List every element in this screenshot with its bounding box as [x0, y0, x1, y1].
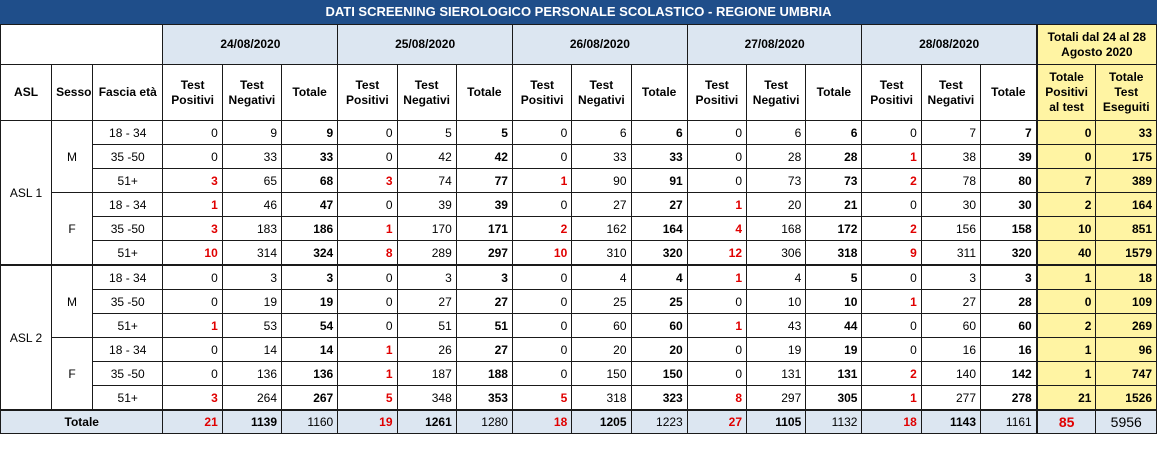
totale: 6 — [806, 121, 862, 145]
totale-eseguiti: 851 — [1096, 217, 1157, 241]
grand-totale-eseguiti: 5956 — [1096, 410, 1157, 434]
test-positivi: 3 — [338, 169, 397, 193]
test-negativi: 19 — [222, 290, 281, 314]
test-positivi: 8 — [687, 386, 746, 411]
totale: 3 — [282, 265, 338, 290]
totale: 297 — [456, 241, 512, 266]
test-negativi: 6 — [572, 121, 631, 145]
header-blank — [1, 25, 163, 65]
sesso-label: F — [52, 193, 93, 266]
table-row — [1, 338, 1157, 362]
totale: 171 — [456, 217, 512, 241]
totale: 353 — [456, 386, 512, 411]
date-header: 28/08/2020 — [862, 25, 1037, 65]
test-negativi: 140 — [921, 362, 980, 386]
test-positivi: 1 — [163, 193, 222, 217]
totale-test-positivi: 27 — [687, 410, 746, 434]
totale: 21 — [806, 193, 862, 217]
test-negativi: 25 — [572, 290, 631, 314]
test-negativi: 74 — [397, 169, 456, 193]
col-test-positivi: Test Positivi — [687, 65, 746, 121]
test-positivi: 1 — [163, 314, 222, 338]
test-positivi: 3 — [163, 386, 222, 411]
fascia-eta: 35 -50 — [92, 362, 163, 386]
test-positivi: 0 — [512, 290, 571, 314]
fascia-eta: 18 - 34 — [92, 265, 163, 290]
test-negativi: 90 — [572, 169, 631, 193]
test-negativi: 39 — [397, 193, 456, 217]
test-positivi: 1 — [338, 338, 397, 362]
test-negativi: 7 — [921, 121, 980, 145]
totale-positivi: 2 — [1037, 193, 1096, 217]
totale: 68 — [282, 169, 338, 193]
totale: 3 — [981, 265, 1037, 290]
test-positivi: 0 — [512, 193, 571, 217]
totale-label: Totale — [1, 410, 163, 434]
totals-period-header: Totali dal 24 al 28 Agosto 2020 — [1037, 25, 1157, 65]
test-negativi: 162 — [572, 217, 631, 241]
table-row — [1, 193, 1157, 217]
test-negativi: 60 — [572, 314, 631, 338]
test-positivi: 0 — [862, 265, 921, 290]
test-negativi: 14 — [222, 338, 281, 362]
test-positivi: 0 — [687, 290, 746, 314]
totale-positivi: 10 — [1037, 217, 1096, 241]
col-totale: Totale — [981, 65, 1037, 121]
test-negativi: 5 — [397, 121, 456, 145]
fascia-eta: 18 - 34 — [92, 338, 163, 362]
test-positivi: 9 — [862, 241, 921, 266]
totale: 136 — [282, 362, 338, 386]
test-negativi: 9 — [222, 121, 281, 145]
asl-label: ASL 2 — [1, 265, 52, 410]
col-test-positivi: Test Positivi — [338, 65, 397, 121]
date-header: 24/08/2020 — [163, 25, 338, 65]
date-header: 27/08/2020 — [687, 25, 862, 65]
totale-test-positivi: 21 — [163, 410, 222, 434]
totale-eseguiti: 164 — [1096, 193, 1157, 217]
table-row — [1, 314, 1157, 338]
test-negativi: 318 — [572, 386, 631, 411]
test-positivi: 0 — [687, 145, 746, 169]
totale: 42 — [456, 145, 512, 169]
test-negativi: 264 — [222, 386, 281, 411]
test-negativi: 19 — [747, 338, 806, 362]
test-negativi: 33 — [572, 145, 631, 169]
table-row — [1, 386, 1157, 411]
test-negativi: 20 — [572, 338, 631, 362]
fascia-eta: 51+ — [92, 169, 163, 193]
fascia-eta: 35 -50 — [92, 145, 163, 169]
totale: 19 — [806, 338, 862, 362]
totale-totale: 1161 — [981, 410, 1037, 434]
test-positivi: 0 — [163, 121, 222, 145]
table-row — [1, 241, 1157, 266]
grand-totale-positivi: 85 — [1037, 410, 1096, 434]
test-positivi: 1 — [687, 265, 746, 290]
totale-totale: 1280 — [456, 410, 512, 434]
test-negativi: 187 — [397, 362, 456, 386]
test-negativi: 310 — [572, 241, 631, 266]
col-test-positivi: Test Positivi — [163, 65, 222, 121]
test-negativi: 170 — [397, 217, 456, 241]
totale-eseguiti: 175 — [1096, 145, 1157, 169]
totale: 60 — [631, 314, 687, 338]
totale: 39 — [981, 145, 1037, 169]
col-test-negativi: Test Negativi — [921, 65, 980, 121]
col-totale: Totale — [631, 65, 687, 121]
totale: 20 — [631, 338, 687, 362]
test-positivi: 1 — [338, 217, 397, 241]
test-negativi: 46 — [222, 193, 281, 217]
test-positivi: 1 — [862, 386, 921, 411]
totale-eseguiti: 1579 — [1096, 241, 1157, 266]
fascia-eta: 51+ — [92, 314, 163, 338]
totale: 131 — [806, 362, 862, 386]
col-asl: ASL — [1, 65, 52, 121]
col-test-negativi: Test Negativi — [572, 65, 631, 121]
test-negativi: 10 — [747, 290, 806, 314]
test-negativi: 43 — [747, 314, 806, 338]
test-negativi: 168 — [747, 217, 806, 241]
test-negativi: 42 — [397, 145, 456, 169]
header-row-columns — [1, 65, 1157, 121]
totale: 27 — [631, 193, 687, 217]
sesso-label: M — [52, 265, 93, 338]
test-positivi: 0 — [338, 265, 397, 290]
totale: 51 — [456, 314, 512, 338]
totale: 320 — [981, 241, 1037, 266]
test-positivi: 0 — [163, 265, 222, 290]
totale: 142 — [981, 362, 1037, 386]
test-negativi: 27 — [572, 193, 631, 217]
totale-eseguiti: 18 — [1096, 265, 1157, 290]
test-negativi: 297 — [747, 386, 806, 411]
table-row — [1, 169, 1157, 193]
test-negativi: 20 — [747, 193, 806, 217]
test-positivi: 0 — [338, 145, 397, 169]
test-negativi: 53 — [222, 314, 281, 338]
totale: 164 — [631, 217, 687, 241]
col-test-negativi: Test Negativi — [747, 65, 806, 121]
header-row-dates — [1, 25, 1157, 65]
test-positivi: 5 — [338, 386, 397, 411]
test-positivi: 0 — [338, 121, 397, 145]
totale: 318 — [806, 241, 862, 266]
test-positivi: 0 — [512, 362, 571, 386]
test-negativi: 78 — [921, 169, 980, 193]
totale: 77 — [456, 169, 512, 193]
test-positivi: 0 — [512, 314, 571, 338]
sesso-label: M — [52, 121, 93, 193]
test-negativi: 3 — [397, 265, 456, 290]
totale: 3 — [456, 265, 512, 290]
totale-test-positivi: 18 — [512, 410, 571, 434]
test-positivi: 12 — [687, 241, 746, 266]
table-row — [1, 217, 1157, 241]
totale-positivi: 1 — [1037, 265, 1096, 290]
totale: 30 — [981, 193, 1037, 217]
test-positivi: 3 — [163, 169, 222, 193]
test-positivi: 2 — [862, 169, 921, 193]
totale: 28 — [981, 290, 1037, 314]
totale-totale: 1132 — [806, 410, 862, 434]
totale: 278 — [981, 386, 1037, 411]
test-positivi: 0 — [687, 169, 746, 193]
date-header: 26/08/2020 — [512, 25, 687, 65]
test-negativi: 289 — [397, 241, 456, 266]
totale: 267 — [282, 386, 338, 411]
test-positivi: 1 — [687, 314, 746, 338]
test-positivi: 0 — [862, 314, 921, 338]
totale: 5 — [456, 121, 512, 145]
test-negativi: 30 — [921, 193, 980, 217]
totale-eseguiti: 389 — [1096, 169, 1157, 193]
totale-test-negativi: 1261 — [397, 410, 456, 434]
table-row — [1, 290, 1157, 314]
totale-test-negativi: 1143 — [921, 410, 980, 434]
test-negativi: 131 — [747, 362, 806, 386]
test-negativi: 73 — [747, 169, 806, 193]
totale: 28 — [806, 145, 862, 169]
test-positivi: 1 — [512, 169, 571, 193]
col-test-negativi: Test Negativi — [222, 65, 281, 121]
totale: 6 — [631, 121, 687, 145]
fascia-eta: 18 - 34 — [92, 193, 163, 217]
test-positivi: 1 — [687, 193, 746, 217]
totale-positivi: 7 — [1037, 169, 1096, 193]
test-positivi: 0 — [338, 290, 397, 314]
totale: 186 — [282, 217, 338, 241]
totale-eseguiti: 1526 — [1096, 386, 1157, 411]
test-positivi: 0 — [862, 193, 921, 217]
table-row — [1, 362, 1157, 386]
col-totale: Totale — [806, 65, 862, 121]
totale: 7 — [981, 121, 1037, 145]
test-negativi: 277 — [921, 386, 980, 411]
totale-eseguiti: 269 — [1096, 314, 1157, 338]
fascia-eta: 35 -50 — [92, 290, 163, 314]
test-positivi: 0 — [687, 338, 746, 362]
test-negativi: 60 — [921, 314, 980, 338]
test-negativi: 3 — [222, 265, 281, 290]
totale-test-positivi: 18 — [862, 410, 921, 434]
col-test-positivi: Test Positivi — [512, 65, 571, 121]
col-test-negativi: Test Negativi — [397, 65, 456, 121]
totale: 172 — [806, 217, 862, 241]
totale: 305 — [806, 386, 862, 411]
test-negativi: 51 — [397, 314, 456, 338]
totale-row — [1, 410, 1157, 434]
totale: 73 — [806, 169, 862, 193]
fascia-eta: 51+ — [92, 241, 163, 266]
test-positivi: 1 — [862, 290, 921, 314]
totale-totale: 1223 — [631, 410, 687, 434]
fascia-eta: 35 -50 — [92, 217, 163, 241]
test-negativi: 314 — [222, 241, 281, 266]
test-negativi: 156 — [921, 217, 980, 241]
test-positivi: 0 — [163, 338, 222, 362]
test-negativi: 4 — [747, 265, 806, 290]
test-positivi: 0 — [862, 121, 921, 145]
totale-positivi: 1 — [1037, 338, 1096, 362]
col-totale: Totale — [282, 65, 338, 121]
totale: 4 — [631, 265, 687, 290]
totale-test-negativi: 1139 — [222, 410, 281, 434]
test-positivi: 1 — [338, 362, 397, 386]
totale-test-negativi: 1205 — [572, 410, 631, 434]
totale: 47 — [282, 193, 338, 217]
totale: 80 — [981, 169, 1037, 193]
col-totale-positivi: Totale Positivi al test — [1037, 65, 1096, 121]
test-positivi: 5 — [512, 386, 571, 411]
totale-positivi: 0 — [1037, 290, 1096, 314]
test-positivi: 2 — [862, 217, 921, 241]
totale-positivi: 40 — [1037, 241, 1096, 266]
totale-totale: 1160 — [282, 410, 338, 434]
col-test-positivi: Test Positivi — [862, 65, 921, 121]
test-positivi: 0 — [163, 290, 222, 314]
test-positivi: 3 — [163, 217, 222, 241]
test-positivi: 4 — [687, 217, 746, 241]
sesso-label: F — [52, 338, 93, 411]
table-row — [1, 121, 1157, 145]
totale: 16 — [981, 338, 1037, 362]
test-negativi: 38 — [921, 145, 980, 169]
test-negativi: 16 — [921, 338, 980, 362]
test-negativi: 27 — [921, 290, 980, 314]
totale: 33 — [631, 145, 687, 169]
totale: 324 — [282, 241, 338, 266]
totale: 188 — [456, 362, 512, 386]
col-sesso: Sesso — [52, 65, 93, 121]
test-negativi: 150 — [572, 362, 631, 386]
test-negativi: 4 — [572, 265, 631, 290]
totale: 9 — [282, 121, 338, 145]
test-negativi: 311 — [921, 241, 980, 266]
screening-table — [0, 24, 1157, 434]
totale: 19 — [282, 290, 338, 314]
test-positivi: 0 — [338, 314, 397, 338]
totale: 323 — [631, 386, 687, 411]
col-fascia-eta: Fascia età — [92, 65, 163, 121]
date-header: 25/08/2020 — [338, 25, 513, 65]
test-negativi: 65 — [222, 169, 281, 193]
test-positivi: 10 — [512, 241, 571, 266]
totale: 158 — [981, 217, 1037, 241]
totale: 54 — [282, 314, 338, 338]
test-positivi: 10 — [163, 241, 222, 266]
col-totale: Totale — [456, 65, 512, 121]
totale-eseguiti: 747 — [1096, 362, 1157, 386]
asl-label: ASL 1 — [1, 121, 52, 266]
totale-eseguiti: 33 — [1096, 121, 1157, 145]
totale: 10 — [806, 290, 862, 314]
totale: 25 — [631, 290, 687, 314]
totale-positivi: 1 — [1037, 362, 1096, 386]
report-title: DATI SCREENING SIEROLOGICO PERSONALE SCOLASTICO - REGIONE UMBRIA — [0, 0, 1157, 24]
totale: 14 — [282, 338, 338, 362]
col-totale-eseguiti: Totale Test Eseguiti — [1096, 65, 1157, 121]
fascia-eta: 51+ — [92, 386, 163, 411]
totale: 27 — [456, 338, 512, 362]
totale: 320 — [631, 241, 687, 266]
test-negativi: 136 — [222, 362, 281, 386]
test-negativi: 306 — [747, 241, 806, 266]
totale: 91 — [631, 169, 687, 193]
totale-positivi: 0 — [1037, 145, 1096, 169]
test-negativi: 348 — [397, 386, 456, 411]
test-positivi: 0 — [512, 145, 571, 169]
test-negativi: 28 — [747, 145, 806, 169]
totale: 27 — [456, 290, 512, 314]
test-negativi: 33 — [222, 145, 281, 169]
test-positivi: 2 — [862, 362, 921, 386]
totale-positivi: 0 — [1037, 121, 1096, 145]
totale: 44 — [806, 314, 862, 338]
totale-eseguiti: 109 — [1096, 290, 1157, 314]
test-positivi: 0 — [163, 362, 222, 386]
test-positivi: 0 — [687, 362, 746, 386]
totale-test-positivi: 19 — [338, 410, 397, 434]
totale: 5 — [806, 265, 862, 290]
test-negativi: 26 — [397, 338, 456, 362]
totale-positivi: 2 — [1037, 314, 1096, 338]
totale-test-negativi: 1105 — [747, 410, 806, 434]
test-positivi: 8 — [338, 241, 397, 266]
fascia-eta: 18 - 34 — [92, 121, 163, 145]
totale-positivi: 21 — [1037, 386, 1096, 411]
test-negativi: 27 — [397, 290, 456, 314]
test-positivi: 0 — [338, 193, 397, 217]
test-positivi: 0 — [687, 121, 746, 145]
table-row — [1, 145, 1157, 169]
test-positivi: 0 — [163, 145, 222, 169]
table-body — [1, 121, 1157, 434]
totale: 33 — [282, 145, 338, 169]
test-positivi: 0 — [512, 265, 571, 290]
test-negativi: 3 — [921, 265, 980, 290]
test-positivi: 0 — [512, 121, 571, 145]
totale-eseguiti: 96 — [1096, 338, 1157, 362]
totale: 150 — [631, 362, 687, 386]
test-positivi: 0 — [512, 338, 571, 362]
test-positivi: 2 — [512, 217, 571, 241]
test-negativi: 6 — [747, 121, 806, 145]
test-positivi: 0 — [862, 338, 921, 362]
test-negativi: 183 — [222, 217, 281, 241]
table-row — [1, 265, 1157, 290]
totale: 60 — [981, 314, 1037, 338]
test-positivi: 1 — [862, 145, 921, 169]
totale: 39 — [456, 193, 512, 217]
